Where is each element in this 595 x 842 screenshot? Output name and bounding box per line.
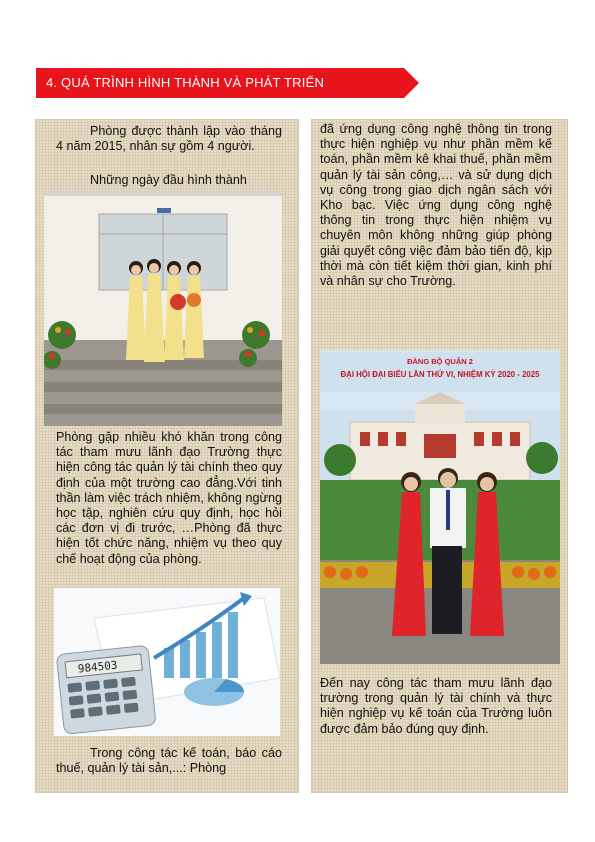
- left-column: [36, 120, 298, 792]
- section-heading: 4. QUÁ TRÌNH HÌNH THÀNH VÀ PHÁT TRIỂN: [46, 75, 325, 90]
- calculator-display: 984503: [77, 658, 119, 676]
- right-para-current-status: Đến nay công tác tham mưu lãnh đạo trường trong quản lý tài chính và thực hiện nghiệp vụ kế toán của Trường luôn được đảm bảo đúng quy định.: [320, 676, 552, 736]
- left-para-founding: Phòng được thành lập vào tháng 4 năm 2015, nhân sự gồm 4 người.: [56, 124, 282, 154]
- finance-illustration: [54, 588, 280, 736]
- left-para-challenges: Phòng gặp nhiều khó khăn trong công tác tham mưu lãnh đạo Trường thực hiện công tác quản lý tài chính theo quy định của một trường cao đẳng.Với tinh thần làm việc trách nhiệm, không ngừng học tập, nghiên cứu quy định, học hỏi các đơn vị đi trước, …Phòng đã thực hiện tốt chức năng, nhiệm vụ theo quy chế hoạt động của phòng.: [56, 430, 282, 566]
- staff-group-photo: [44, 190, 282, 426]
- right-column: [312, 120, 567, 792]
- congress-banner-line2: ĐẠI HỘI ĐẠI BIỂU LẦN THỨ VI, NHIỆM KỲ 2020 - 2025: [340, 370, 540, 379]
- section-heading-banner: [36, 68, 419, 98]
- left-para-early-days: Những ngày đầu hình thành: [90, 173, 247, 187]
- right-para-it-application: đã ứng dụng công nghệ thông tin trong thực hiện nghiệp vụ như phần mềm kế toán, phần mềm kê khai thuế, phần mềm quản lý tài sản công,… và sử dụng dịch vụ công trong giao dịch ngân sách với Kho bạc. Việc ứng dụng công nghệ thông tin trong thực hiện nhiệm vụ chuyên môn không những giúp phòng giải quyết công việc đảm bảo tiến độ, kịp thời mà còn tiết kiệm thời gian, kinh phí và nhân sự cho Trường.: [320, 122, 552, 289]
- congress-banner-line1: ĐẢNG BỘ QUẬN 2: [407, 357, 473, 366]
- congress-photo: [320, 350, 560, 664]
- left-para-accounting: Trong công tác kế toán, báo cáo thuế, quản lý tài sản,...: Phòng: [56, 746, 282, 776]
